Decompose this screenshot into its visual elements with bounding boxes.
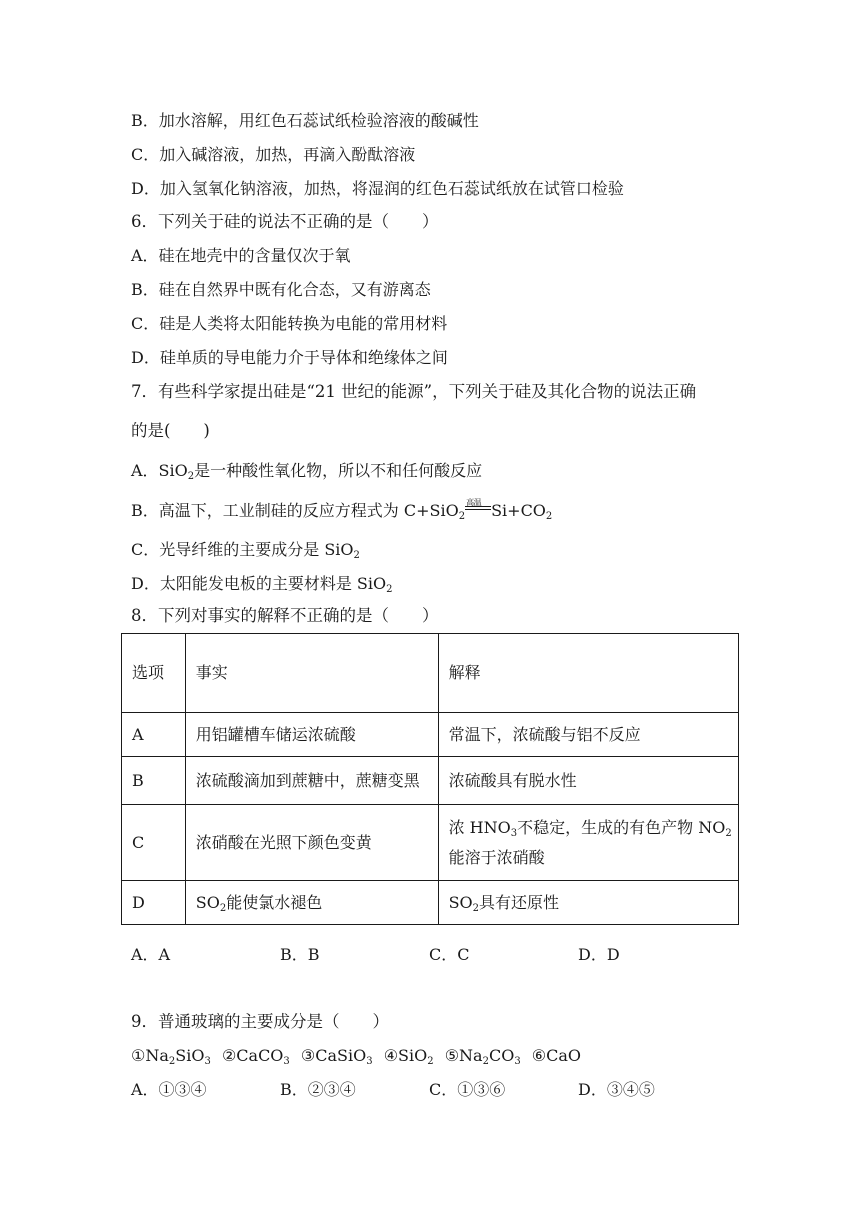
q8-choice-a: A．A xyxy=(131,945,171,964)
q8-choice-c: C．C xyxy=(429,945,470,964)
q9-choice-b: B．②③④ xyxy=(280,1080,356,1099)
q6-option-b: B．硅在自然界中既有化合态，又有游离态 xyxy=(131,280,431,299)
q9-choice-d: D．③④⑤ xyxy=(578,1080,655,1099)
header-fact: 事实 xyxy=(185,634,438,713)
row-option: C xyxy=(122,805,186,881)
q9-choice-c: C．①③⑥ xyxy=(429,1080,506,1099)
q7-option-b: B．高温下，工业制硅的反应方程式为 C+SiO$_2$ 高温 $Si+CO_2$ xyxy=(131,498,553,522)
q7-stem-line2: 的是( ) xyxy=(131,421,210,440)
row-explain: $SO_2$具有还原性 xyxy=(438,881,738,925)
row-explain: 浓硫酸具有脱水性 xyxy=(438,757,738,805)
q7-option-c: C．光导纤维的主要成分是 SiO$_2$ xyxy=(131,540,360,561)
q9-stem: 9．普通玻璃的主要成分是（ ） xyxy=(131,1012,389,1031)
q9-choice-a: A．①③④ xyxy=(131,1080,207,1099)
header-option: 选项 xyxy=(122,634,186,713)
q8-stem: 8．下列对事实的解释不正确的是（ ） xyxy=(131,606,439,625)
table-row xyxy=(122,757,739,805)
q7-option-d: D．太阳能发电板的主要材料是 SiO$_2$ xyxy=(131,574,393,595)
q9-item: $⑤Na_2CO_3$ xyxy=(444,1046,521,1067)
row-option: B xyxy=(122,757,186,805)
row-explain: 常温下，浓硫酸与铝不反应 xyxy=(438,713,738,757)
q5-option-b: B．加水溶解，用红色石蕊试纸检验溶液的酸碱性 xyxy=(131,111,479,130)
q9-item: ③CaSiO$_3$ xyxy=(300,1046,373,1067)
q9-item: ②CaCO$_3$ xyxy=(221,1046,290,1067)
row-option: D xyxy=(122,881,186,925)
header-explain: 解释 xyxy=(438,634,738,713)
row-explain: 浓 $HNO_3$不稳定，生成的有色产物 $NO_2$ 能溶于浓硝酸 xyxy=(438,805,738,881)
table-row xyxy=(122,805,739,881)
q6-stem: 6．下列关于硅的说法不正确的是（ ） xyxy=(131,212,439,231)
table-header-row xyxy=(122,634,739,713)
q9-item: $①Na_2SiO_3$ xyxy=(131,1046,211,1067)
q9-items xyxy=(131,1046,581,1066)
q7-option-a: A．SiO$_2$是一种酸性氧化物，所以不和任何酸反应 xyxy=(131,461,483,482)
row-fact: 浓硝酸在光照下颜色变黄 xyxy=(185,805,438,881)
row-fact: 浓硫酸滴加到蔗糖中，蔗糖变黑 xyxy=(185,757,438,805)
q8-choice-d: D．D xyxy=(578,945,620,964)
table-row xyxy=(122,713,739,757)
q5-option-d: D．加入氢氧化钠溶液，加热，将湿润的红色石蕊试纸放在试管口检验 xyxy=(131,179,624,198)
q6-option-a: A．硅在地壳中的含量仅次于氧 xyxy=(131,246,351,265)
q7-stem-line1: 7．有些科学家提出硅是“21 世纪的能源”，下列关于硅及其化合物的说法正确 xyxy=(131,382,697,401)
q9-item: ④SiO$_2$ xyxy=(383,1046,434,1067)
table-row xyxy=(122,881,739,925)
q8-choice-b: B．B xyxy=(280,945,320,964)
facts-table xyxy=(121,633,739,925)
q6-option-d: D．硅单质的导电能力介于导体和绝缘体之间 xyxy=(131,348,448,367)
q9-item: ⑥CaO xyxy=(531,1046,582,1065)
q6-option-c: C．硅是人类将太阳能转换为电能的常用材料 xyxy=(131,314,448,333)
row-fact: 用铝罐槽车储运浓硫酸 xyxy=(185,713,438,757)
q5-option-c: C．加入碱溶液，加热，再滴入酚酞溶液 xyxy=(131,145,416,164)
row-fact: $SO_2$能使氯水褪色 xyxy=(185,881,438,925)
reaction-condition: 高温 xyxy=(465,502,491,516)
row-option: A xyxy=(122,713,186,757)
